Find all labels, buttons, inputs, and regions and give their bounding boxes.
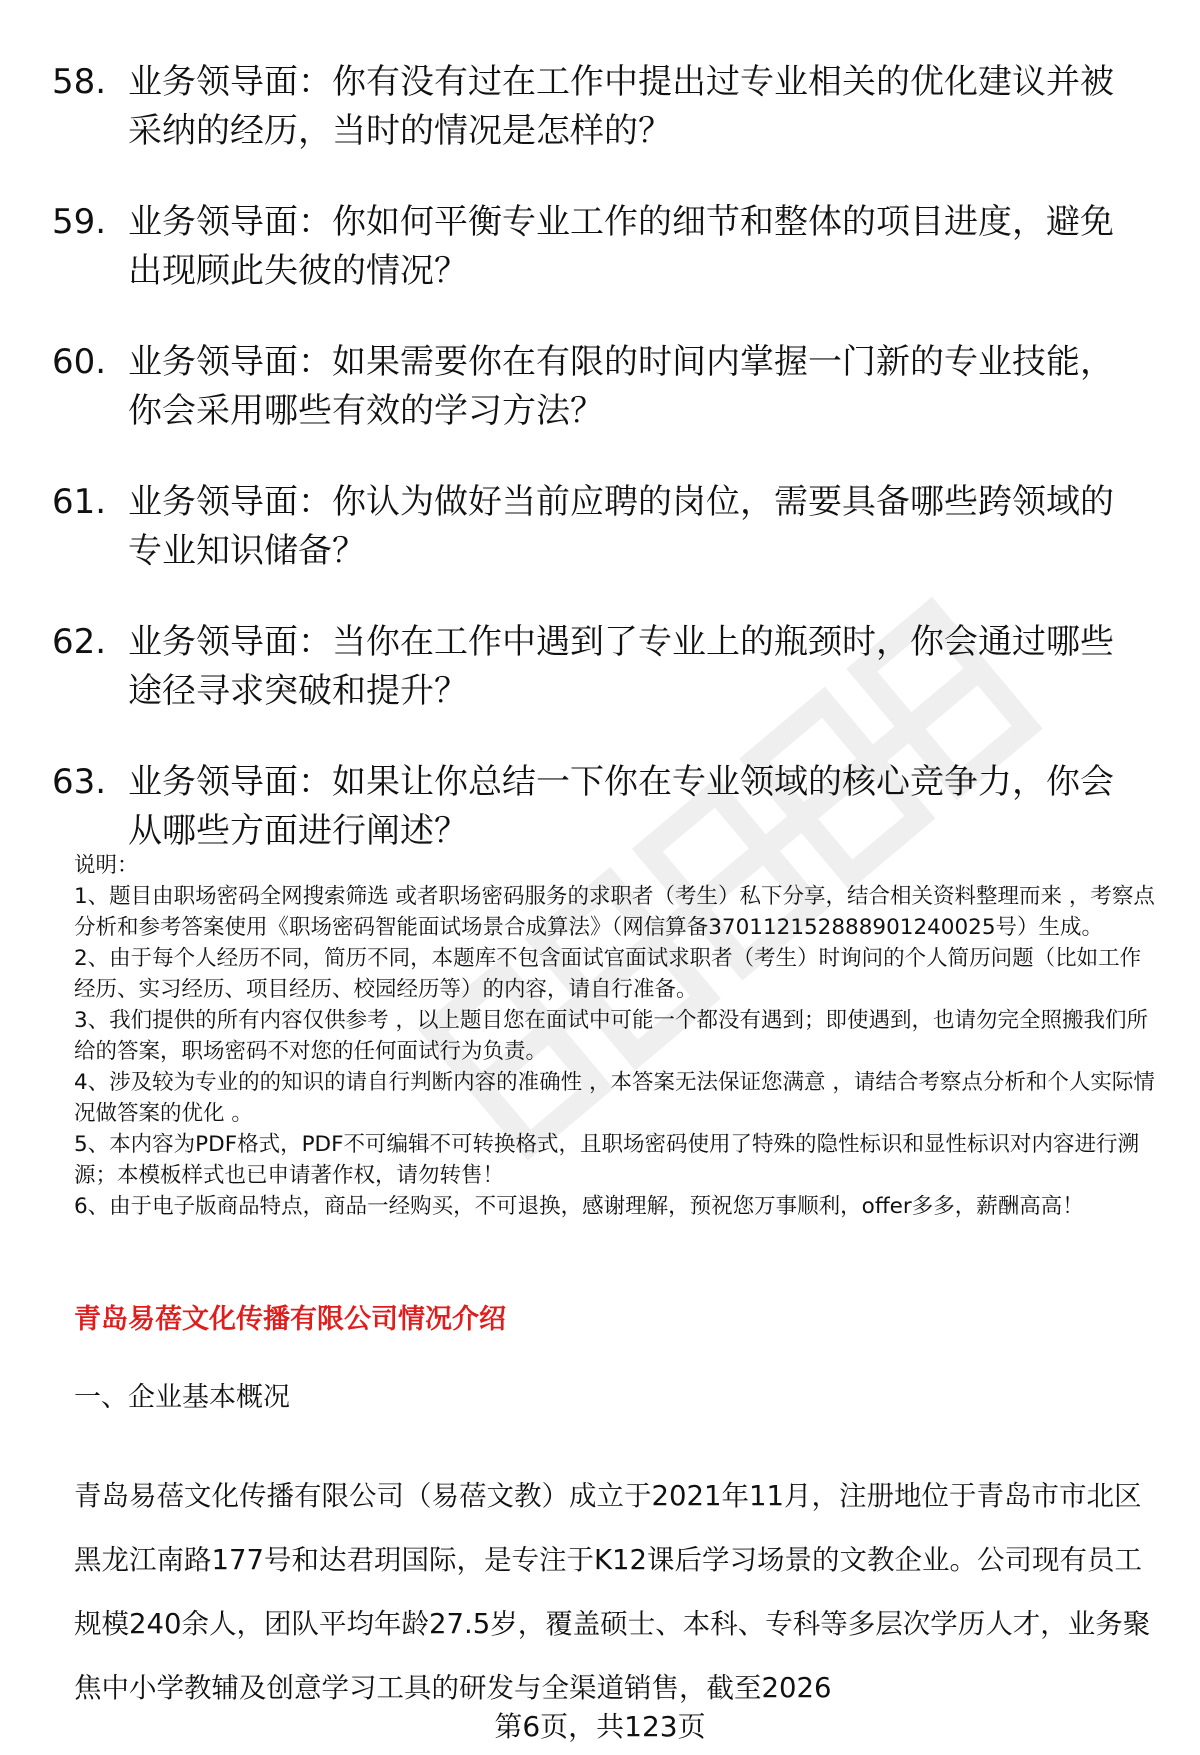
question-list bbox=[52, 58, 1152, 898]
note-item: 2、由于每个人经历不同，简历不同，本题库不包含面试官面试求职者（考生）时询问的个人简历问题（比如工作经历、实习经历、项目经历、校园经历等）的内容，请自行准备。 bbox=[74, 946, 1142, 1002]
question-item bbox=[52, 58, 1152, 156]
question-text: 业务领导面：你认为做好当前应聘的岗位，需要具备哪些跨领域的专业知识储备？ bbox=[128, 482, 1114, 571]
note-item: 3、我们提供的所有内容仅供参考 ，以上题目您在面试中可能一个都没有遇到；即使遇到，也请勿完全照搬我们所给的答案，职场密码不对您的任何面试行为负责。 bbox=[74, 1008, 1149, 1064]
note-item: 6、由于电子版商品特点，商品一经购买，不可退换，感谢理解，预祝您万事顺利，offer多多，薪酬高高！ bbox=[74, 1194, 1084, 1219]
notes-heading: 说明： bbox=[74, 853, 139, 878]
question-text: 业务领导面：你如何平衡专业工作的细节和整体的项目进度，避免出现顾此失彼的情况？ bbox=[128, 202, 1114, 291]
page-number: 第6页，共123页 bbox=[494, 1710, 706, 1743]
question-number: 63. bbox=[52, 762, 107, 802]
disclaimer-notes bbox=[74, 850, 1158, 1222]
question-number: 59. bbox=[52, 202, 107, 242]
question-item bbox=[52, 758, 1152, 856]
question-number: 60. bbox=[52, 342, 107, 382]
question-item bbox=[52, 338, 1152, 436]
company-intro-paragraph: 青岛易蓓文化传播有限公司（易蓓文教）成立于2021年11月，注册地位于青岛市市北区黑龙江南路177号和达君玥国际，是专注于K12课后学习场景的文教企业。公司现有员工规模240余人，团队平均年龄27.5岁，覆盖硕士、本科、专科等多层次学历人才，业务聚焦中小学教辅及创意学习工具的研发与全渠道销售，截至2026 bbox=[74, 1480, 1151, 1704]
question-text: 业务领导面：当你在工作中遇到了专业上的瓶颈时，你会通过哪些途径寻求突破和提升？ bbox=[128, 622, 1114, 711]
question-number: 61. bbox=[52, 482, 107, 522]
note-item: 1、题目由职场密码全网搜索筛选 或者职场密码服务的求职者（考生）私下分享，结合相关资料整理而来 ，考察点分析和参考答案使用《职场密码智能面试场景合成算法》（网信算备370112152888901240025号）生成。 bbox=[74, 884, 1155, 940]
question-text: 业务领导面：如果需要你在有限的时间内掌握一门新的专业技能，你会采用哪些有效的学习方法？ bbox=[128, 342, 1114, 431]
question-text: 业务领导面：你有没有过在工作中提出过专业相关的优化建议并被采纳的经历，当时的情况是怎样的？ bbox=[128, 62, 1114, 151]
question-number: 58. bbox=[52, 62, 107, 102]
note-item: 5、本内容为PDF格式，PDF不可编辑不可转换格式，且职场密码使用了特殊的隐性标识和显性标识对内容进行溯源；本模板样式也已申请著作权，请勿转售！ bbox=[74, 1132, 1139, 1188]
question-item bbox=[52, 618, 1152, 716]
note-item: 4、涉及较为专业的的知识的请自行判断内容的准确性 ，本答案无法保证您满意 ，请结合考察点分析和个人实际情况做答案的优化 。 bbox=[74, 1070, 1155, 1126]
question-text: 业务领导面：如果让你总结一下你在专业领域的核心竞争力，你会从哪些方面进行阐述？ bbox=[128, 762, 1114, 851]
section-heading: 一、企业基本概况 bbox=[74, 1382, 290, 1413]
question-item bbox=[52, 198, 1152, 296]
question-number: 62. bbox=[52, 622, 107, 662]
company-title: 青岛易蓓文化传播有限公司情况介绍 bbox=[74, 1304, 506, 1335]
question-item bbox=[52, 478, 1152, 576]
